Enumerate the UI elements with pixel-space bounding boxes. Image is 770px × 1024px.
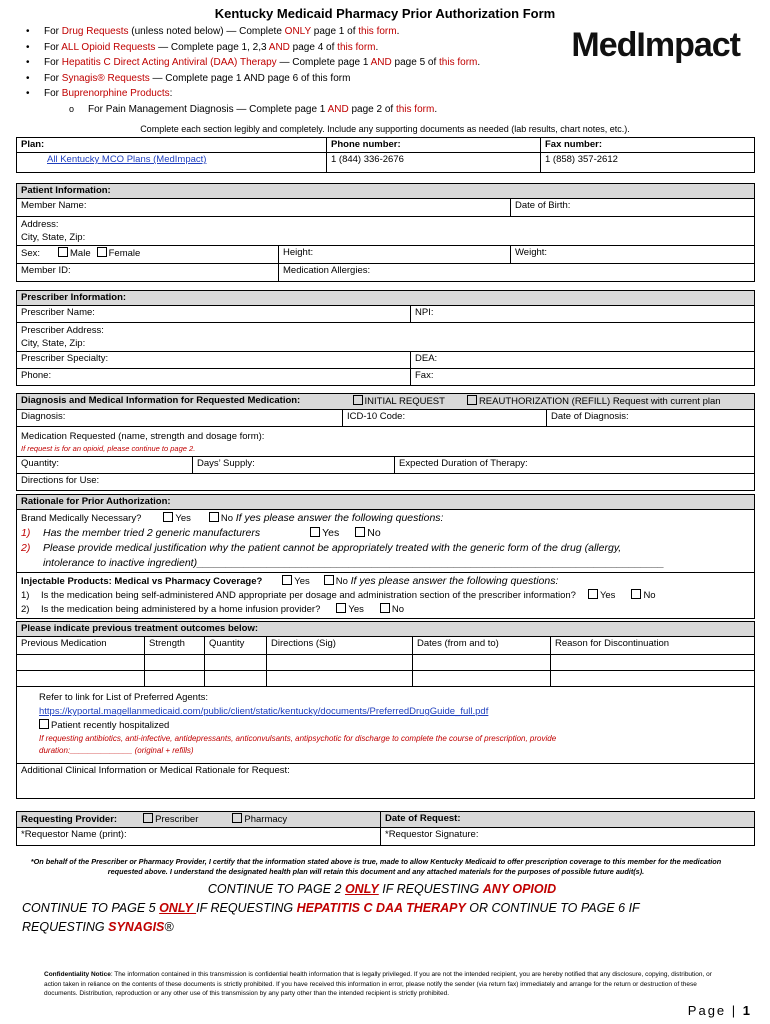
- text: .: [396, 26, 400, 37]
- hospitalized-checkbox[interactable]: [39, 719, 49, 729]
- page-label: Page |: [687, 1003, 743, 1018]
- form-title: Kentucky Medicaid Pharmacy Prior Authorization Form: [214, 6, 556, 21]
- requestor-signature-field[interactable]: *Requestor Signature:: [381, 828, 755, 846]
- text: For Pain Management Diagnosis — Complete page 1: [88, 103, 328, 115]
- q2-text: Please provide medical justification why the patient cannot be appropriately treated with the generic form of the drug (allergy,: [43, 542, 622, 554]
- no-label: No: [391, 604, 405, 615]
- q1-no-checkbox[interactable]: [355, 527, 365, 537]
- diagnosis-field[interactable]: Diagnosis:: [17, 410, 343, 427]
- member-id-field[interactable]: Member ID:: [17, 264, 279, 282]
- prescriber-label: Prescriber: [155, 814, 199, 825]
- sex-label: Sex:: [21, 248, 41, 259]
- table-row[interactable]: [17, 671, 755, 687]
- col-reason: Reason for Discontinuation: [551, 637, 755, 655]
- reauth-label: REAUTHORIZATION (REFILL) Request with current plan: [478, 396, 721, 407]
- iq2-no-checkbox[interactable]: [380, 603, 390, 613]
- dob-field[interactable]: Date of Birth:: [511, 199, 755, 217]
- prescriber-phone-field[interactable]: Phone:: [17, 369, 411, 386]
- text: :: [169, 88, 173, 99]
- brand-section: [17, 510, 755, 573]
- plan-table: [16, 137, 755, 173]
- iq2-text: Is the medication being administered by a home infusion provider?: [41, 604, 321, 615]
- fax-value: 1 (858) 357-2612: [541, 153, 755, 173]
- previous-header: Please indicate previous treatment outcomes below:: [17, 622, 755, 637]
- iq1-yes-checkbox[interactable]: [588, 589, 598, 599]
- allergies-field[interactable]: Medication Allergies:: [279, 264, 755, 282]
- text: ®: [164, 920, 174, 934]
- rationale-table: [16, 494, 755, 619]
- patient-header: Patient Information:: [17, 184, 755, 199]
- prescriber-address-field[interactable]: [17, 323, 755, 352]
- initial-label: INITIAL REQUEST: [364, 396, 445, 407]
- text: .: [375, 41, 379, 53]
- yes-label: Yes: [599, 590, 616, 601]
- text: HEPATITIS C DAA THERAPY: [296, 901, 466, 915]
- opioid-note: If request is for an opioid, please continue to page 2.: [21, 444, 196, 453]
- refer-section: [17, 687, 755, 764]
- instruction-pain: [22, 102, 480, 118]
- q1-text: Has the member tried 2 generic manufacturers: [43, 527, 261, 539]
- icd-field[interactable]: ICD-10 Code:: [343, 410, 547, 427]
- text: SYNAGIS: [108, 920, 165, 934]
- prescriber-city-label: City, State, Zip:: [21, 338, 86, 349]
- address-field[interactable]: [17, 217, 755, 246]
- yes-label: Yes: [294, 576, 310, 587]
- confidentiality-label: Confidentiality Notice: [44, 971, 111, 978]
- inj-no-checkbox[interactable]: [324, 575, 334, 585]
- text: ANY OPIOID: [482, 882, 557, 896]
- injectable-section: [17, 573, 755, 619]
- phone-label: Phone number:: [327, 138, 541, 153]
- npi-field[interactable]: NPI:: [411, 306, 755, 323]
- prescriber-table: [16, 290, 755, 386]
- prescriber-address-label: Prescriber Address:: [21, 325, 104, 336]
- text: OR CONTINUE TO PAGE 6 IF: [465, 901, 640, 915]
- medimpact-logo: MedImpact: [571, 26, 740, 64]
- previous-table: [16, 621, 755, 799]
- text: REQUESTING: [22, 920, 109, 934]
- text: ONLY: [344, 882, 379, 896]
- q2b-text: intolerance to inactive ingredient): [43, 557, 198, 569]
- yes-label: Yes: [175, 513, 191, 524]
- duration-field[interactable]: Expected Duration of Therapy:: [395, 457, 755, 474]
- date-dx-field[interactable]: Date of Diagnosis:: [547, 410, 755, 427]
- no-label: No: [220, 513, 234, 524]
- confidentiality-text: : The information contained in this transmission is confidential health information that is legally privileged. If you are not the intended recipient, you are hereby notified that any disclosure, copying, distribution, or action taken in reliance on the contents of these documents is strictly prohibited. If you have received this information in error, please notify the sender (via return fax) immediately and arrange for the return or destruction of these documents. Distribution, reproduction or any other use of this transmission by any party other than the intended recipient is strictly prohibited.: [44, 971, 712, 997]
- col-quantity: Quantity: [205, 637, 267, 655]
- pharmacy-checkbox[interactable]: [232, 813, 242, 823]
- brand-label: Brand Medically Necessary?: [21, 513, 142, 524]
- female-label: Female: [108, 248, 141, 259]
- dea-field[interactable]: DEA:: [411, 352, 755, 369]
- text: page 4 of: [289, 41, 338, 53]
- confidentiality-notice: [44, 970, 724, 999]
- instruction-buprenorphine: [22, 86, 480, 102]
- fax-label: Fax number:: [541, 138, 755, 153]
- refer-label: Refer to link for List of Preferred Agents:: [39, 692, 208, 703]
- q1-yes-checkbox[interactable]: [310, 527, 320, 537]
- text: ONLY: [159, 901, 197, 915]
- text: For: [44, 41, 62, 53]
- height-field[interactable]: Height:: [279, 246, 511, 264]
- page-value: 1: [742, 1003, 752, 1018]
- text: page 5 of: [391, 57, 440, 68]
- reauth-checkbox[interactable]: [467, 395, 477, 405]
- city-label: City, State, Zip:: [21, 232, 86, 243]
- text: IF REQUESTING: [378, 882, 483, 896]
- male-checkbox[interactable]: [58, 247, 68, 257]
- directions-field[interactable]: Directions for Use:: [17, 474, 755, 491]
- medication-requested-field[interactable]: [17, 427, 755, 457]
- justification-line[interactable]: ________________________________________________________________________________: [197, 557, 665, 569]
- male-label: Male: [70, 248, 91, 259]
- text: For: [44, 57, 62, 68]
- address-label: Address:: [21, 219, 59, 230]
- iq1-number: 1): [21, 590, 30, 601]
- text: (unless noted below) — Complete: [128, 26, 285, 37]
- col-dates: Dates (from and to): [413, 637, 551, 655]
- col-directions: Directions (Sig): [267, 637, 413, 655]
- hosp-note: If requesting antibiotics, anti-infective, antidepressants, anticonvulsants, antipsychotic for discharge to complete the course of prescription, provide: [39, 734, 557, 743]
- text: CONTINUE TO PAGE 2: [207, 882, 345, 896]
- q2-number: 2): [21, 542, 31, 554]
- no-label: No: [335, 576, 348, 587]
- diagnosis-header: Diagnosis and Medical Information for Requested Medication:: [17, 394, 343, 410]
- text: For: [44, 72, 62, 84]
- text: — Complete page 1, 2,3: [155, 41, 269, 53]
- prescriber-header: Prescriber Information:: [17, 291, 755, 306]
- text: Hepatitis C Direct Acting Antiviral (DAA) Therapy: [61, 57, 277, 68]
- request-type: [343, 394, 755, 410]
- text: this form: [439, 57, 478, 68]
- q1-number: 1): [21, 527, 31, 539]
- instruction-hepc: [22, 55, 480, 71]
- yes-label: Yes: [322, 527, 340, 539]
- quantity-field[interactable]: Quantity:: [17, 457, 193, 474]
- initial-checkbox[interactable]: [353, 395, 363, 405]
- text: this form: [395, 103, 435, 115]
- attestation: *On behalf of the Prescriber or Pharmacy Provider, I certify that the information stated above is true, made to allow Kentucky Medicaid to offer prescription coverage to this member for the medication requested above. I understand the designated health plan will retain this document and any attached materials for the purposes of possible future audit(s).: [30, 857, 722, 876]
- table-row[interactable]: [17, 655, 755, 671]
- diagnosis-table: [16, 393, 755, 491]
- date-of-request-field[interactable]: Date of Request:: [381, 812, 755, 828]
- instruction-drug: [22, 24, 480, 40]
- text: Buprenorphine Products: [61, 88, 170, 99]
- iq2-yes-checkbox[interactable]: [336, 603, 346, 613]
- text: — Complete page 1: [276, 57, 371, 68]
- inj-yes-checkbox[interactable]: [282, 575, 292, 585]
- pharmacy-label: Pharmacy: [244, 814, 288, 825]
- text: ALL Opioid Requests: [61, 41, 156, 53]
- requesting-table: [16, 811, 755, 846]
- page-number: [688, 1003, 752, 1018]
- prescriber-fax-field[interactable]: Fax:: [411, 369, 755, 386]
- sex-field: [17, 246, 279, 264]
- days-supply-field[interactable]: Days’ Supply:: [193, 457, 395, 474]
- yes-label: Yes: [348, 604, 364, 615]
- text: CONTINUE TO PAGE 5: [22, 901, 160, 915]
- iq2-number: 2): [21, 604, 30, 615]
- text: For: [44, 26, 62, 37]
- med-req-label: Medication Requested (name, strength and dosage form):: [21, 431, 265, 442]
- duration-line[interactable]: duration:______________ (original + refills): [39, 746, 194, 755]
- text: AND: [268, 41, 290, 53]
- requesting-label: Requesting Provider:: [21, 814, 118, 825]
- text: page 1 of: [310, 26, 359, 37]
- phone-value: 1 (844) 336-2676: [327, 153, 541, 173]
- text: IF REQUESTING: [196, 901, 297, 915]
- member-name-field[interactable]: Member Name:: [17, 199, 511, 217]
- no-label: No: [643, 590, 656, 601]
- text: ONLY: [284, 26, 311, 37]
- instructions-list: [22, 24, 480, 117]
- text: Synagis® Requests: [61, 72, 150, 84]
- additional-info-field[interactable]: Additional Clinical Information or Medical Rationale for Request:: [17, 764, 755, 799]
- text: this form: [358, 26, 397, 37]
- no-label: No: [367, 527, 381, 539]
- continue-instructions: [22, 880, 742, 937]
- text: this form: [337, 41, 376, 53]
- text: For: [44, 88, 62, 99]
- female-checkbox[interactable]: [97, 247, 107, 257]
- text: .: [477, 57, 481, 68]
- instruction-synagis: [22, 71, 480, 87]
- brand-no-checkbox[interactable]: [209, 512, 219, 522]
- text: Drug Requests: [61, 26, 129, 37]
- hospitalized-label: Patient recently hospitalized: [51, 720, 170, 731]
- col-previous-medication: Previous Medication: [17, 637, 145, 655]
- if-yes-label: If yes please answer the following questions:: [235, 512, 444, 524]
- plan-label: Plan:: [17, 138, 327, 153]
- text: AND: [370, 57, 392, 68]
- patient-table: [16, 183, 755, 282]
- requestor-name-field[interactable]: *Requestor Name (print):: [17, 828, 381, 846]
- weight-field[interactable]: Weight:: [511, 246, 755, 264]
- injectable-label: Injectable Products: Medical vs Pharmacy Coverage?: [21, 576, 263, 587]
- requesting-provider: [17, 812, 381, 828]
- prescriber-checkbox[interactable]: [143, 813, 153, 823]
- text: AND: [327, 103, 349, 115]
- completion-note: Complete each section legibly and completely. Include any supporting documents as needed (lab results, chart notes, etc.).: [140, 124, 630, 134]
- text: page 2 of: [348, 103, 396, 115]
- specialty-field[interactable]: Prescriber Specialty:: [17, 352, 411, 369]
- iq1-text: Is the medication being self-administered AND appropriate per dosage and administration section of the prescriber information?: [41, 590, 576, 601]
- iq1-no-checkbox[interactable]: [631, 589, 641, 599]
- brand-yes-checkbox[interactable]: [163, 512, 173, 522]
- text: .: [434, 103, 438, 115]
- prescriber-name-field[interactable]: Prescriber Name:: [17, 306, 411, 323]
- instruction-opioid: [22, 40, 480, 56]
- col-strength: Strength: [145, 637, 205, 655]
- inj-if-yes-label: If yes please answer the following questions:: [350, 575, 559, 587]
- preferred-drug-link[interactable]: https://kyportal.magellanmedicaid.com/public/client/static/kentucky/documents/PreferredDrugGuide_full.pdf: [39, 706, 489, 717]
- text: — Complete page 1 AND page 6 of this form: [149, 72, 351, 84]
- rationale-header: Rationale for Prior Authorization:: [17, 495, 755, 510]
- plan-link[interactable]: All Kentucky MCO Plans (MedImpact): [47, 154, 207, 165]
